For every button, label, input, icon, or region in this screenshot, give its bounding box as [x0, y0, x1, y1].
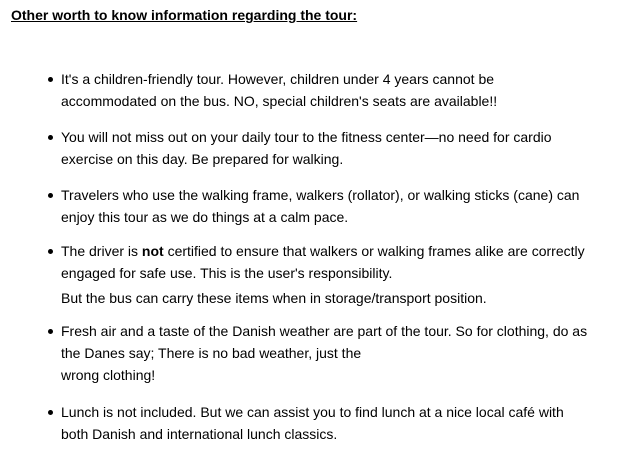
text-fragment: certified to ensure that walkers or walking frames alike are correctly — [163, 243, 585, 259]
item-text-line: engaged for safe use. This is the user's responsibility. — [61, 265, 393, 281]
emphasis-not: not — [141, 243, 164, 259]
item-text-line: the Danes say; There is no bad weather, just the — [61, 345, 362, 361]
item-text-line: both Danish and international lunch classics. — [61, 426, 338, 442]
item-text-line: It's a children-friendly tour. However, children under 4 years cannot be — [61, 71, 495, 87]
bullet-icon — [48, 249, 53, 254]
item-text-line: enjoy this tour as we do things at a calm pace. — [61, 209, 349, 225]
item-text-line: Travelers who use the walking frame, walkers (rollator), or walking sticks (cane) can — [61, 187, 580, 203]
list-item-walking-aids — [61, 184, 621, 228]
item-text-line: But the bus can carry these items when in storage/transport position. — [61, 290, 487, 306]
bullet-icon — [48, 193, 53, 198]
item-text-line: exercise on this day. Be prepared for walking. — [61, 151, 344, 167]
list-item-children — [61, 68, 621, 112]
item-text-line — [61, 240, 621, 262]
list-item-driver-certification — [61, 240, 621, 309]
list-item-weather — [61, 320, 621, 386]
list-item-fitness — [61, 126, 621, 170]
section-heading: Other worth to know information regarding the tour: — [11, 7, 358, 23]
bullet-icon — [48, 77, 53, 82]
item-text-line: Lunch is not included. But we can assist you to find lunch at a nice local café with — [61, 404, 564, 420]
bullet-icon — [48, 135, 53, 140]
item-text-line: Fresh air and a taste of the Danish weather are part of the tour. So for clothing, do as — [61, 323, 588, 339]
bullet-icon — [48, 410, 53, 415]
list-item-lunch — [61, 401, 621, 445]
text-fragment: The driver is — [61, 243, 142, 259]
item-text-line: accommodated on the bus. NO, special children's seats are available!! — [61, 93, 498, 109]
bullet-icon — [48, 329, 53, 334]
item-text-line: wrong clothing! — [61, 367, 156, 383]
item-text-line: You will not miss out on your daily tour to the fitness center—no need for cardio — [61, 129, 552, 145]
